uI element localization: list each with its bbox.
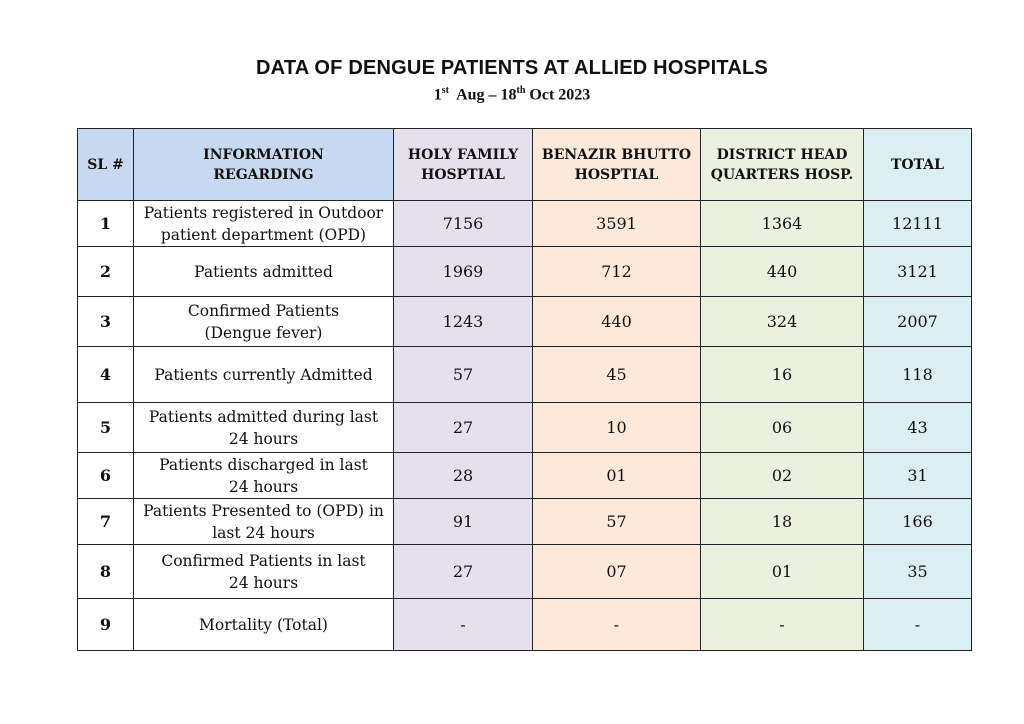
- row-benazir-bhutto-cell: 07: [533, 545, 701, 599]
- row-holy-family-cell: 7156: [394, 201, 533, 247]
- row-benazir-bhutto-cell: -: [533, 599, 701, 651]
- table-row: [78, 347, 972, 403]
- table-row: [78, 453, 972, 499]
- table-header-row: [78, 129, 972, 201]
- row-benazir-bhutto-cell: 57: [533, 499, 701, 545]
- row-info-cell: Patients registered in Outdoor patient department (OPD): [134, 201, 394, 247]
- row-district-head-cell: -: [701, 599, 864, 651]
- row-benazir-bhutto-cell: 10: [533, 403, 701, 453]
- header-information: INFORMATION REGARDING: [134, 129, 394, 201]
- row-info-cell: Patients currently Admitted: [134, 347, 394, 403]
- row-info-cell: Confirmed Patients in last 24 hours: [134, 545, 394, 599]
- row-district-head-cell: 16: [701, 347, 864, 403]
- dengue-data-table: [77, 128, 972, 651]
- row-info-cell: Confirmed Patients (Dengue fever): [134, 297, 394, 347]
- row-total-cell: 3121: [864, 247, 972, 297]
- row-district-head-cell: 1364: [701, 201, 864, 247]
- table-row: [78, 297, 972, 347]
- row-benazir-bhutto-cell: 01: [533, 453, 701, 499]
- row-sl-cell: 7: [78, 499, 134, 545]
- row-benazir-bhutto-cell: 440: [533, 297, 701, 347]
- row-holy-family-cell: 28: [394, 453, 533, 499]
- header-district-head: DISTRICT HEAD QUARTERS HOSP.: [701, 129, 864, 201]
- row-total-cell: 166: [864, 499, 972, 545]
- row-total-cell: 31: [864, 453, 972, 499]
- row-sl-cell: 3: [78, 297, 134, 347]
- row-holy-family-cell: -: [394, 599, 533, 651]
- table-row: [78, 403, 972, 453]
- row-holy-family-cell: 27: [394, 403, 533, 453]
- table-row: [78, 545, 972, 599]
- table-row: [78, 599, 972, 651]
- row-district-head-cell: 440: [701, 247, 864, 297]
- header-benazir-bhutto: BENAZIR BHUTTO HOSPTIAL: [533, 129, 701, 201]
- table-row: [78, 499, 972, 545]
- row-sl-cell: 5: [78, 403, 134, 453]
- row-total-cell: 2007: [864, 297, 972, 347]
- table-row: [78, 201, 972, 247]
- row-info-cell: Patients discharged in last 24 hours: [134, 453, 394, 499]
- header-sl: SL #: [78, 129, 134, 201]
- row-info-cell: Patients admitted: [134, 247, 394, 297]
- row-benazir-bhutto-cell: 45: [533, 347, 701, 403]
- row-info-cell: Patients admitted during last 24 hours: [134, 403, 394, 453]
- row-info-cell: Patients Presented to (OPD) in last 24 hours: [134, 499, 394, 545]
- header-holy-family: HOLY FAMILY HOSPTIAL: [394, 129, 533, 201]
- row-total-cell: -: [864, 599, 972, 651]
- row-sl-cell: 6: [78, 453, 134, 499]
- row-total-cell: 43: [864, 403, 972, 453]
- row-benazir-bhutto-cell: 3591: [533, 201, 701, 247]
- row-sl-cell: 8: [78, 545, 134, 599]
- row-holy-family-cell: 1969: [394, 247, 533, 297]
- row-holy-family-cell: 57: [394, 347, 533, 403]
- row-district-head-cell: 18: [701, 499, 864, 545]
- row-holy-family-cell: 91: [394, 499, 533, 545]
- row-sl-cell: 4: [78, 347, 134, 403]
- row-district-head-cell: 06: [701, 403, 864, 453]
- row-sl-cell: 1: [78, 201, 134, 247]
- row-info-cell: Mortality (Total): [134, 599, 394, 651]
- row-sl-cell: 2: [78, 247, 134, 297]
- row-holy-family-cell: 27: [394, 545, 533, 599]
- table-row: [78, 247, 972, 297]
- row-sl-cell: 9: [78, 599, 134, 651]
- row-total-cell: 118: [864, 347, 972, 403]
- row-district-head-cell: 01: [701, 545, 864, 599]
- row-benazir-bhutto-cell: 712: [533, 247, 701, 297]
- row-district-head-cell: 02: [701, 453, 864, 499]
- date-range: 1st Aug – 18th Oct 2023: [433, 85, 591, 104]
- header-total: TOTAL: [864, 129, 972, 201]
- row-total-cell: 12111: [864, 201, 972, 247]
- row-holy-family-cell: 1243: [394, 297, 533, 347]
- document-title: DATA OF DENGUE PATIENTS AT ALLIED HOSPITALS: [256, 57, 768, 79]
- row-district-head-cell: 324: [701, 297, 864, 347]
- row-total-cell: 35: [864, 545, 972, 599]
